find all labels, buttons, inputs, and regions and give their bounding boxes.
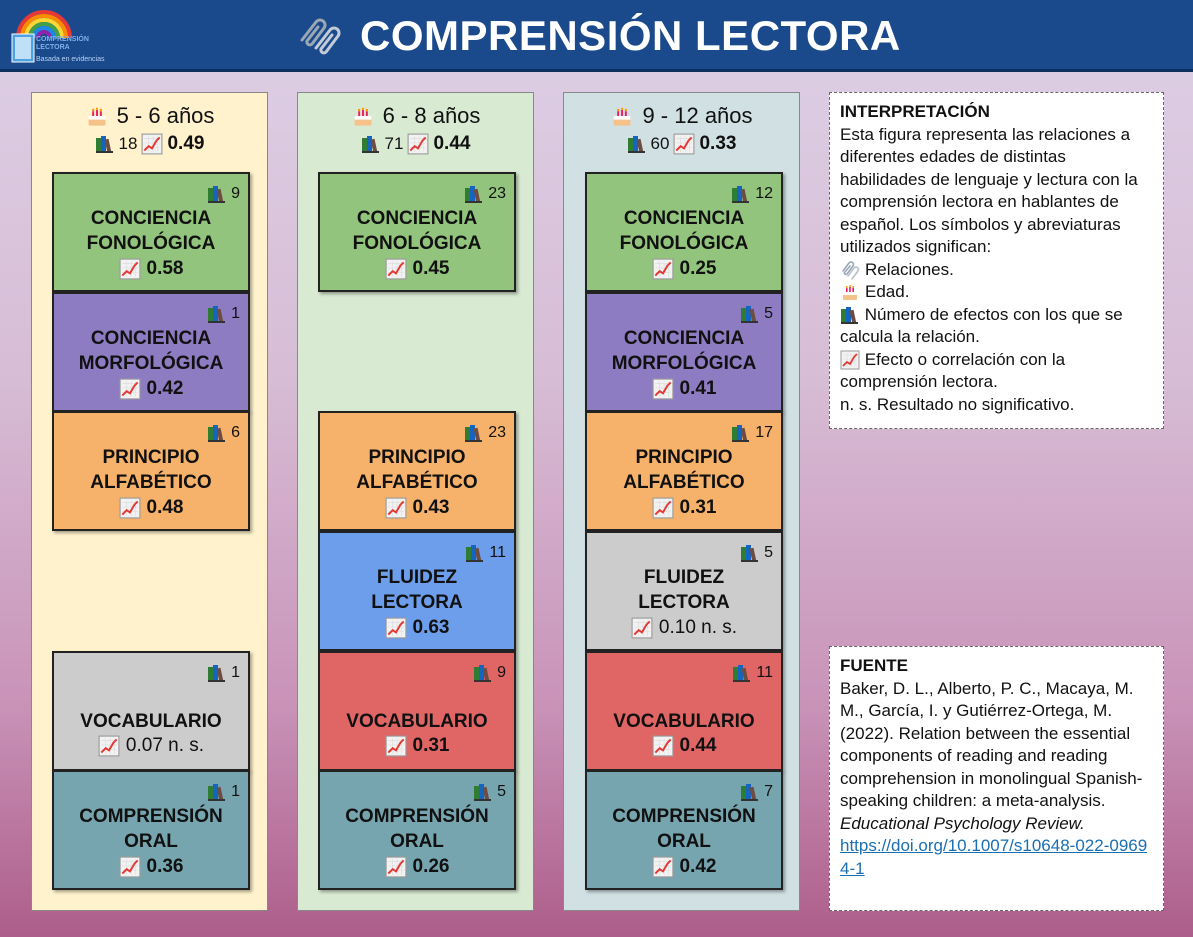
- effects-count-badge: [731, 184, 773, 204]
- correlation-value: 0.26: [320, 856, 514, 878]
- age-range: 6 - 8 años: [382, 103, 481, 128]
- column-header: [32, 103, 267, 155]
- skill-box-fluidez-lectora: [585, 531, 783, 651]
- effects-count-badge: [731, 423, 773, 443]
- effects-count: 6: [231, 424, 240, 441]
- effects-count: 11: [756, 664, 773, 681]
- skill-label: PRINCIPIO ALFABÉTICO: [90, 447, 212, 493]
- paperclip-icon: [840, 260, 860, 280]
- chart-increasing-icon: [631, 617, 653, 639]
- logo-text: COMPRENSIÓN LECTORA: [36, 36, 89, 51]
- effects-count-badge: [740, 304, 773, 324]
- effects-count: 60: [650, 134, 670, 153]
- skill-label: VOCABULARIO: [80, 711, 222, 732]
- chart-increasing-icon: [652, 258, 674, 280]
- panel-title: FUENTE: [840, 656, 908, 675]
- chart-increasing-icon: [840, 350, 860, 370]
- books-icon: [473, 663, 493, 683]
- skill-box-fluidez-lectora: [318, 531, 516, 651]
- chart-increasing-icon: [119, 378, 141, 400]
- effects-count: 23: [488, 185, 506, 202]
- effects-count-badge: [207, 304, 240, 324]
- birthday-cake-icon: [840, 282, 860, 302]
- correlation-value: 0.58: [54, 258, 248, 280]
- effects-count-badge: [473, 782, 506, 802]
- skill-label: CONCIENCIA MORFOLÓGICA: [611, 328, 757, 374]
- books-icon: [207, 782, 227, 802]
- column-header: [298, 103, 533, 155]
- skill-label: VOCABULARIO: [613, 711, 755, 732]
- effects-count: 9: [497, 664, 506, 681]
- effects-count-badge: [207, 782, 240, 802]
- doi-link[interactable]: https://doi.org/10.1007/s10648-022-09694-1: [840, 836, 1148, 878]
- skill-label: PRINCIPIO ALFABÉTICO: [623, 447, 745, 493]
- effects-count: 9: [231, 185, 240, 202]
- skill-label: VOCABULARIO: [346, 711, 488, 732]
- paperclip-icon: [296, 16, 346, 56]
- correlation-value: 0.63: [320, 617, 514, 639]
- skill-box-vocabulario: [585, 651, 783, 771]
- skill-box-comprension-oral: [318, 770, 516, 890]
- books-icon: [740, 543, 760, 563]
- books-icon: [464, 184, 484, 204]
- books-icon: [464, 423, 484, 443]
- correlation-value: 0.25: [587, 258, 781, 280]
- chart-increasing-icon: [119, 258, 141, 280]
- effects-count: 5: [497, 783, 506, 800]
- overall-correlation: 0.33: [699, 133, 737, 154]
- effects-count-badge: [740, 543, 773, 563]
- correlation-value: 0.41: [587, 378, 781, 400]
- correlation-value: 0.10 n. s.: [587, 617, 781, 639]
- skill-label: CONCIENCIA MORFOLÓGICA: [78, 328, 224, 374]
- books-icon: [207, 184, 227, 204]
- effects-count-badge: [207, 184, 240, 204]
- chart-increasing-icon: [385, 735, 407, 757]
- books-icon: [473, 782, 493, 802]
- birthday-cake-icon: [351, 104, 375, 128]
- chart-increasing-icon: [652, 378, 674, 400]
- effects-count: 23: [488, 424, 506, 441]
- birthday-cake-icon: [85, 104, 109, 128]
- effects-count-badge: [207, 423, 240, 443]
- birthday-cake-icon: [610, 104, 634, 128]
- journal-name: Educational Psychology Review.: [840, 813, 1085, 833]
- correlation-value: 0.48: [54, 497, 248, 519]
- skill-label: COMPRENSIÓN ORAL: [612, 806, 756, 852]
- chart-increasing-icon: [141, 133, 163, 155]
- skill-box-comprension-oral: [52, 770, 250, 890]
- correlation-value: 0.43: [320, 497, 514, 519]
- legend-efecto: Efecto o correlación con la comprensión lectora.: [840, 349, 1066, 391]
- overall-correlation: 0.49: [167, 133, 205, 154]
- skill-label: FLUIDEZ LECTORA: [638, 567, 730, 613]
- effects-count: 11: [489, 544, 506, 561]
- correlation-value: 0.42: [587, 856, 781, 878]
- age-range: 9 - 12 años: [642, 103, 753, 128]
- effects-count: 1: [231, 305, 240, 322]
- effects-count-badge: [207, 663, 240, 683]
- skill-label: CONCIENCIA FONOLÓGICA: [352, 208, 482, 254]
- correlation-value: 0.45: [320, 258, 514, 280]
- books-icon: [740, 782, 760, 802]
- books-icon: [95, 134, 115, 154]
- effects-count: 17: [755, 424, 773, 441]
- chart-increasing-icon: [385, 258, 407, 280]
- panel-title: INTERPRETACIÓN: [840, 102, 990, 121]
- skill-box-vocabulario: [318, 651, 516, 771]
- panel-text: Esta figura representa las relaciones a diferentes edades de distintas habilidades de lenguaje y lectura con la comprensión lectora en hablantes de español. Los símbolos y abreviaturas utilizados significan:: [840, 124, 1138, 256]
- citation: Baker, D. L., Alberto, P. C., Macaya, M. M., García, I. y Gutiérrez-Ortega, M. (2022). Relation between the essential components of reading and reading comprehension in monolingual Spanish-speaking children: a meta-analysis. Educational Psychology Review.: [840, 678, 1143, 833]
- chart-increasing-icon: [385, 856, 407, 878]
- chart-increasing-icon: [385, 497, 407, 519]
- skill-box-principio-alfabetico: [585, 411, 783, 531]
- age-range: 5 - 6 años: [116, 103, 215, 128]
- books-icon: [627, 134, 647, 154]
- skill-label: COMPRENSIÓN ORAL: [345, 806, 489, 852]
- skill-box-conciencia-morfologica: [52, 292, 250, 412]
- chart-increasing-icon: [652, 856, 674, 878]
- effects-count: 7: [764, 783, 773, 800]
- effects-count-badge: [740, 782, 773, 802]
- books-icon: [732, 663, 752, 683]
- skill-box-principio-alfabetico: [52, 411, 250, 531]
- skill-label: COMPRENSIÓN ORAL: [79, 806, 223, 852]
- effects-count: 71: [384, 134, 404, 153]
- legend-relaciones: Relaciones.: [865, 259, 954, 279]
- skill-box-principio-alfabetico: [318, 411, 516, 531]
- chart-increasing-icon: [652, 497, 674, 519]
- skill-box-comprension-oral: [585, 770, 783, 890]
- effects-count-badge: [473, 663, 506, 683]
- title-group: [296, 10, 901, 62]
- books-icon: [465, 543, 485, 563]
- books-icon: [207, 304, 227, 324]
- source-panel: [829, 646, 1164, 911]
- logo-subtitle: Basada en evidencias: [36, 56, 105, 63]
- chart-increasing-icon: [385, 617, 407, 639]
- overall-correlation: 0.44: [433, 133, 471, 154]
- correlation-value: 0.44: [587, 735, 781, 757]
- chart-increasing-icon: [98, 735, 120, 757]
- books-icon: [361, 134, 381, 154]
- effects-count: 1: [231, 783, 240, 800]
- effects-count-badge: [732, 663, 773, 683]
- skill-label: CONCIENCIA FONOLÓGICA: [86, 208, 216, 254]
- books-icon: [740, 304, 760, 324]
- chart-increasing-icon: [652, 735, 674, 757]
- effects-count: 1: [231, 664, 240, 681]
- page-title: COMPRENSIÓN LECTORA: [360, 12, 901, 59]
- column-header: [564, 103, 799, 155]
- correlation-value: 0.31: [320, 735, 514, 757]
- skill-label: FLUIDEZ LECTORA: [371, 567, 463, 613]
- skill-label: PRINCIPIO ALFABÉTICO: [356, 447, 478, 493]
- skill-box-conciencia-fonologica: [52, 172, 250, 292]
- books-icon: [731, 184, 751, 204]
- legend-edad: Edad.: [865, 282, 910, 301]
- effects-count: 5: [764, 305, 773, 322]
- effects-count-badge: [465, 543, 506, 563]
- books-icon: [207, 423, 227, 443]
- skill-box-conciencia-morfologica: [585, 292, 783, 412]
- effects-count: 12: [755, 185, 773, 202]
- legend-efectos: Número de efectos con los que se calcula la relación.: [840, 304, 1123, 346]
- effects-count-badge: [464, 184, 506, 204]
- effects-count: 18: [118, 134, 138, 153]
- correlation-value: 0.07 n. s.: [54, 735, 248, 757]
- books-icon: [207, 663, 227, 683]
- effects-count: 5: [764, 544, 773, 561]
- chart-increasing-icon: [119, 497, 141, 519]
- legend-ns: n. s. Resultado no significativo.: [840, 394, 1075, 414]
- correlation-value: 0.42: [54, 378, 248, 400]
- skill-box-conciencia-fonologica: [585, 172, 783, 292]
- effects-count-badge: [464, 423, 506, 443]
- header-bar: [0, 0, 1193, 72]
- interpretation-panel: [829, 92, 1164, 429]
- chart-increasing-icon: [673, 133, 695, 155]
- correlation-value: 0.36: [54, 856, 248, 878]
- skill-box-conciencia-fonologica: [318, 172, 516, 292]
- books-icon: [840, 305, 860, 325]
- skill-label: CONCIENCIA FONOLÓGICA: [619, 208, 749, 254]
- chart-increasing-icon: [119, 856, 141, 878]
- chart-increasing-icon: [407, 133, 429, 155]
- skill-box-vocabulario: [52, 651, 250, 771]
- correlation-value: 0.31: [587, 497, 781, 519]
- books-icon: [731, 423, 751, 443]
